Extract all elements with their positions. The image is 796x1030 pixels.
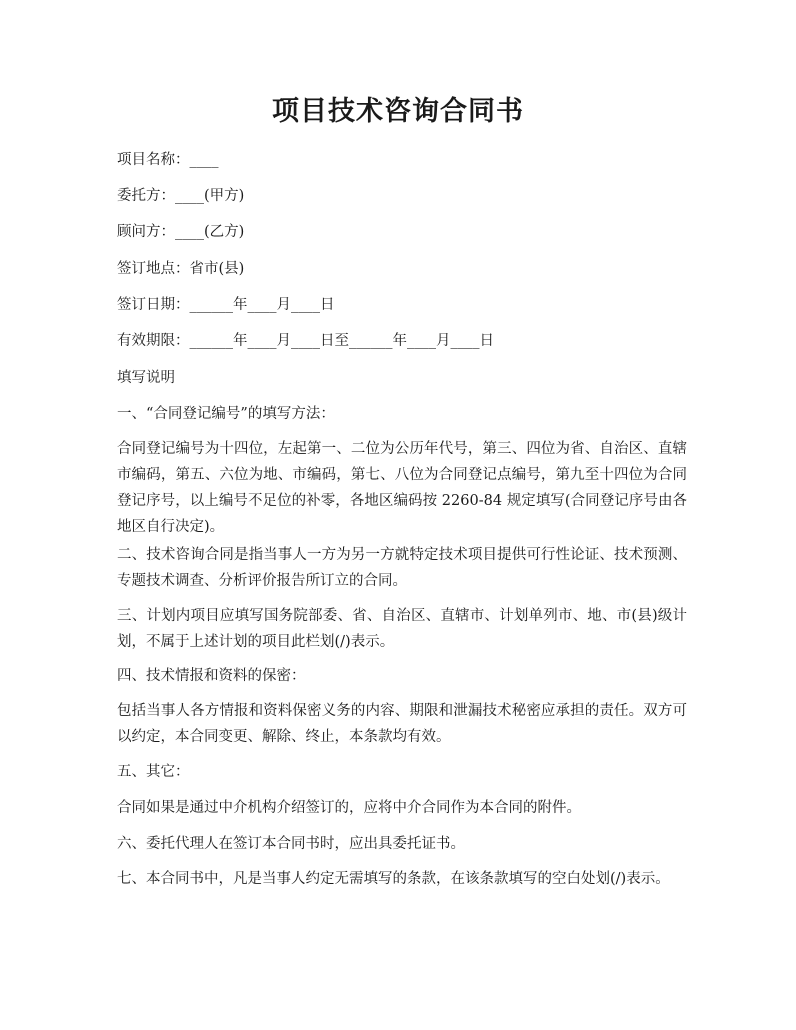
field-consultant: 顾问方：____(乙方) — [117, 224, 245, 240]
section-7: 七、本合同书中，凡是当事人约定无需填写的条款，在该条款填写的空白处划(/)表示。 — [117, 871, 670, 887]
instructions-heading: 填写说明 — [117, 370, 175, 386]
section-6: 六、委托代理人在签订本合同书时，应出具委托证书。 — [117, 836, 465, 852]
section-3: 三、计划内项目应填写国务院部委、省、自治区、直辖市、计划单列市、地、市(县)级计划，不属于上述计划的项目此栏划(/)表示。 — [117, 608, 687, 650]
section-4-heading: 四、技术情报和资料的保密： — [117, 668, 306, 684]
field-signing-date: 签订日期：______年____月____日 — [117, 297, 335, 313]
field-project-name: 项目名称：____ — [117, 152, 219, 168]
section-1-heading: 一、“合同登记编号”的填写方法： — [117, 406, 335, 422]
section-4-body: 包括当事人各方情报和资料保密义务的内容、期限和泄漏技术秘密应承担的责任。双方可以约定，本合同变更、解除、终止，本条款均有效。 — [117, 703, 687, 745]
section-5-body: 合同如果是通过中介机构介绍签订的，应将中介合同作为本合同的附件。 — [117, 800, 581, 816]
section-1-body: 合同登记编号为十四位，左起第一、二位为公历年代号，第三、四位为省、自治区、直辖市编码，第五、六位为地、市编码，第七、八位为合同登记点编号，第九至十四位为合同登记序号，以上编号不足位的补零，各地区编码按 2260-84 规定填写(合同登记序号由各地区自行决定)。 — [117, 441, 687, 535]
field-signing-place: 签订地点：省市(县) — [117, 261, 245, 277]
section-5-heading: 五、其它： — [117, 764, 190, 780]
section-2: 二、技术咨询合同是指当事人一方为另一方就特定技术项目提供可行性论证、技术预测、专题技术调查、分析评价报告所订立的合同。 — [117, 547, 687, 589]
field-validity-period: 有效期限：______年____月____日至______年____月____日 — [117, 333, 494, 349]
document-title: 项目技术咨询合同书 — [272, 96, 524, 127]
field-client: 委托方：____(甲方) — [117, 188, 245, 204]
